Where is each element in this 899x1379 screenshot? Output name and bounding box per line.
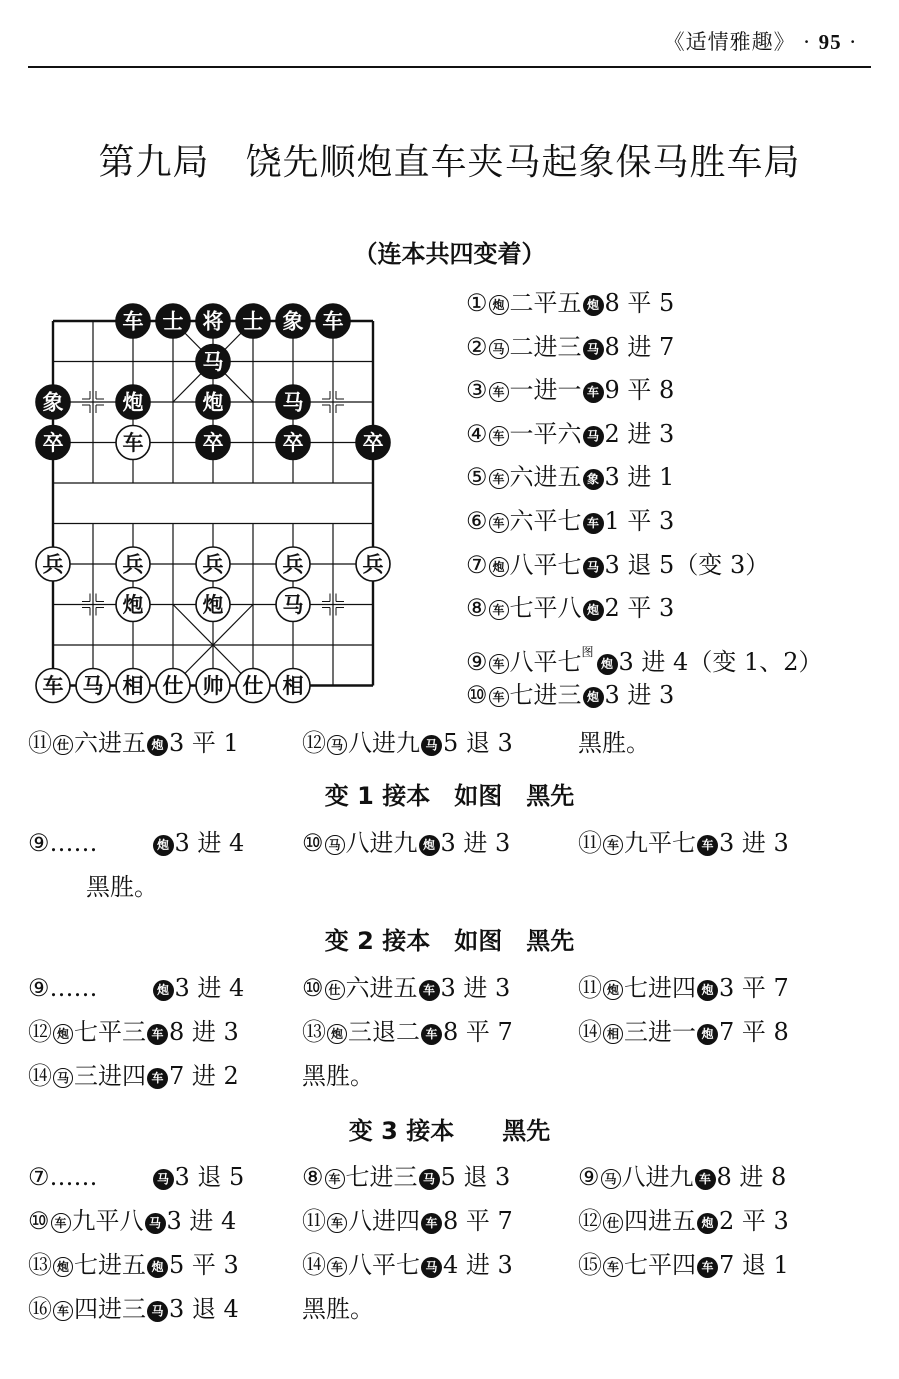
red-piece: [276, 547, 310, 581]
black-piece: [196, 385, 230, 419]
red-piece: [276, 588, 310, 622]
black-piece: [276, 426, 310, 460]
black-piece: [276, 385, 310, 419]
red-piece: [156, 669, 190, 703]
red-piece: [36, 669, 70, 703]
variation-3-line-2: ⑩ 车 九平八 马 3 进 4 ⑪ 车 八进四 车 8 平 7 ⑫ 仕 四进五 炮 2 平 3: [28, 1207, 789, 1235]
result: 黑胜。: [302, 1062, 374, 1090]
svg-text:士: 士: [242, 309, 264, 334]
red-piece: [76, 669, 110, 703]
main-move-9: ⑨ 车 八平七$^图$炮 3 进 4（变 1、2）: [466, 644, 823, 676]
variation-2-line-3: ⑭ 马 三进四 车 7 进 2 黑胜。: [28, 1062, 374, 1090]
svg-text:象: 象: [282, 309, 304, 334]
main-line-tail: [28, 726, 650, 760]
black-piece: [196, 345, 230, 379]
red-piece: [196, 547, 230, 581]
variation-3-line-3: ⑬ 炮 七进五 炮 5 平 3 ⑭ 车 八平七 马 4 进 3 ⑮ 车 七平四 车 7 退 1: [28, 1251, 789, 1279]
svg-text:卒: 卒: [202, 431, 224, 455]
black-piece: [36, 426, 70, 460]
svg-text:象: 象: [42, 390, 64, 415]
black-piece: [236, 304, 270, 338]
svg-text:兵: 兵: [362, 552, 384, 577]
variation-1-result: 黑胜。: [86, 873, 158, 901]
subtitle: （连本共四变着）: [353, 240, 546, 268]
main-move-3: ③ 车 一进一 车 9 平 8: [466, 376, 675, 405]
svg-text:士: 士: [162, 309, 184, 334]
book-title: 《适情雅趣》: [663, 30, 796, 54]
main-move-2: ② 马 二进三 马 8 进 7: [466, 332, 675, 361]
variation-2-line-1: ⑨…… 炮 3 进 4 ⑩ 仕 六进五 车 3 进 3 ⑪ 炮 七进四 炮 3 平 7: [28, 974, 789, 1002]
variation-3-heading: 变 3 接本 黑先: [348, 1117, 551, 1145]
main-move-5: ⑤ 车 六进五 象 3 进 1: [466, 463, 675, 492]
svg-text:相: 相: [282, 674, 304, 698]
svg-text:车: 车: [42, 674, 64, 698]
black-piece: [116, 304, 150, 338]
xiangqi-board: [30, 298, 396, 708]
black-piece: [36, 385, 70, 419]
page-title: 第九局 饶先顺炮直车夹马起象保马胜车局: [98, 142, 801, 183]
main-line-moves: [466, 286, 823, 722]
svg-text:仕: 仕: [162, 674, 184, 698]
variation-2-line-2: ⑫ 炮 七平三 车 8 进 3 ⑬ 炮 三退二 车 8 平 7 ⑭ 相 三进一 炮 7 平 8: [28, 1018, 789, 1046]
variation-1-moves: ⑨…… 炮 3 进 4 ⑩ 马 八进九 炮 3 进 3 ⑪ 车 九平七 车 3 进 3: [28, 829, 789, 857]
svg-text:马: 马: [82, 674, 104, 698]
svg-text:兵: 兵: [122, 552, 144, 577]
result: 黑胜。: [302, 1295, 374, 1323]
red-piece: [196, 669, 230, 703]
red-piece: [36, 547, 70, 581]
black-piece: [276, 304, 310, 338]
svg-text:马: 马: [202, 350, 224, 374]
main-move-10: ⑩ 车 七进三 炮 3 进 3: [466, 681, 675, 710]
red-piece: [116, 547, 150, 581]
svg-text:卒: 卒: [362, 431, 384, 455]
svg-text:车: 车: [122, 309, 144, 334]
red-piece: [276, 669, 310, 703]
header-rule: [28, 66, 871, 68]
black-piece: [356, 426, 390, 460]
main-move-6: ⑥ 车 六平七 车 1 平 3: [466, 506, 675, 535]
variation-2-heading: 变 2 接本 如图 黑先: [324, 927, 575, 955]
red-piece: [356, 547, 390, 581]
main-move-7: ⑦ 炮 八平七 马 3 退 5（变 3）: [466, 550, 770, 579]
variation-1-heading: 变 1 接本 如图 黑先: [324, 782, 575, 810]
red-piece: [196, 588, 230, 622]
svg-text:炮: 炮: [202, 593, 224, 617]
svg-text:车: 车: [122, 431, 144, 455]
svg-text:帅: 帅: [202, 674, 224, 698]
black-piece: [316, 304, 350, 338]
page-number: 95: [818, 30, 842, 54]
svg-text:卒: 卒: [282, 431, 304, 455]
svg-text:炮: 炮: [202, 390, 224, 415]
red-piece: [116, 588, 150, 622]
running-header: 《适情雅趣》 · 95 ·: [663, 30, 857, 54]
svg-text:相: 相: [122, 674, 144, 698]
black-piece: [196, 304, 230, 338]
svg-text:车: 车: [322, 309, 344, 334]
main-move-8: ⑧ 车 七平八 炮 2 平 3: [466, 594, 675, 623]
svg-text:炮: 炮: [122, 390, 144, 415]
variation-3-line-4: ⑯ 车 四进三 马 3 退 4 黑胜。: [28, 1295, 374, 1323]
svg-text:马: 马: [282, 593, 304, 617]
svg-text:兵: 兵: [42, 552, 64, 577]
move-12: ⑫ 马 八进九 马 5 退 3: [302, 729, 513, 757]
main-move-4: ④ 车 一平六 马 2 进 3: [466, 419, 675, 448]
black-piece: [156, 304, 190, 338]
svg-text:炮: 炮: [122, 593, 144, 617]
variation-3-line-1: ⑦…… 马 3 退 5 ⑧ 车 七进三 马 5 退 3 ⑨ 马 八进九 车 8 进 8: [28, 1163, 787, 1191]
main-move-1: ① 炮 二平五 炮 8 平 5: [466, 289, 675, 317]
svg-text:兵: 兵: [282, 552, 304, 577]
svg-text:马: 马: [282, 390, 304, 415]
red-piece: [116, 669, 150, 703]
svg-text:仕: 仕: [242, 674, 264, 698]
red-piece: [116, 426, 150, 460]
move-11: ⑪ 仕 六进五 炮 3 平 1: [28, 729, 239, 757]
svg-text:将: 将: [202, 309, 224, 334]
result: 黑胜。: [578, 729, 650, 757]
black-piece: [116, 385, 150, 419]
black-piece: [196, 426, 230, 460]
svg-text:兵: 兵: [202, 552, 224, 577]
red-piece: [236, 669, 270, 703]
svg-text:卒: 卒: [42, 431, 64, 455]
